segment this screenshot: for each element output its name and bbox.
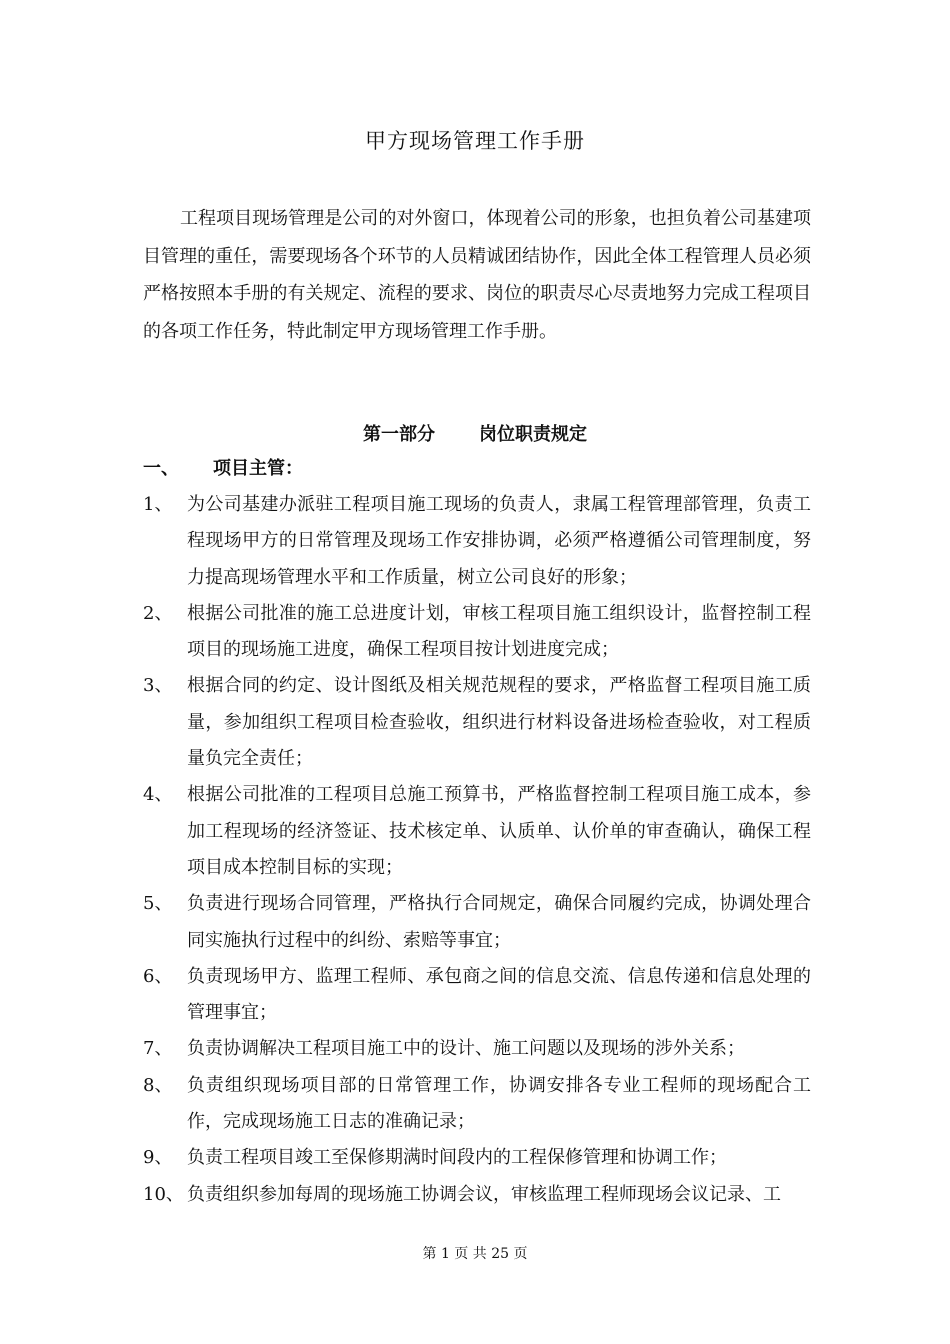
duty-number: 2、	[143, 602, 173, 624]
duty-text: 负责进行现场合同管理，严格执行合同规定，确保合同履约完成，协调处理合同实施执行过程中的纠纷、索赔等事宜；	[187, 893, 811, 951]
duty-item-4	[143, 777, 811, 886]
part-heading	[0, 420, 950, 450]
duty-text: 根据公司批准的施工总进度计划，审核工程项目施工组织设计，监督控制工程项目的现场施工进度，确保工程项目按计划进度完成；	[187, 602, 811, 661]
duty-text: 负责协调解决工程项目施工中的设计、施工问题以及现场的涉外关系；	[187, 1038, 745, 1060]
duty-text: 负责组织参加每周的现场施工协调会议，审核监理工程师现场会议记录、工	[187, 1183, 781, 1205]
duty-number: 7、	[143, 1038, 173, 1060]
duty-item-1	[143, 487, 811, 596]
duty-text: 为公司基建办派驻工程项目施工现场的负责人，隶属工程管理部管理，负责工程现场甲方的日常管理及现场工作安排协调，必须严格遵循公司管理制度，努力提高现场管理水平和工作质量，树立公司良好的形象；	[187, 494, 811, 588]
duty-list	[143, 487, 811, 1213]
duty-number: 4、	[143, 784, 173, 806]
section-heading	[143, 454, 303, 484]
duty-number: 8、	[143, 1074, 173, 1096]
duty-item-3	[143, 668, 811, 777]
duty-number: 1、	[143, 494, 173, 515]
duty-text: 根据公司批准的工程项目总施工预算书，严格监督控制工程项目施工成本，参加工程现场的经济签证、技术核定单、认质单、认价单的审查确认，确保工程项目成本控制目标的实现；	[187, 784, 811, 878]
duty-text: 根据合同的约定、设计图纸及相关规范规程的要求，严格监督工程项目施工质量，参加组织工程项目检查验收，组织进行材料设备进场检查验收，对工程质量负完全责任；	[187, 675, 811, 770]
duty-item-6	[143, 959, 811, 1032]
duty-text: 负责工程项目竣工至保修期满时间段内的工程保修管理和协调工作；	[187, 1147, 727, 1169]
part-name: 岗位职责规定	[479, 424, 587, 445]
duty-number: 5、	[143, 893, 173, 915]
section-title: 项目主管：	[213, 458, 303, 479]
duty-item-9	[143, 1140, 811, 1176]
duty-number: 3、	[143, 675, 173, 697]
duty-item-7	[143, 1031, 811, 1067]
duty-number: 9、	[143, 1147, 173, 1169]
duty-text: 负责组织现场项目部的日常管理工作，协调安排各专业工程师的现场配合工作，完成现场施工日志的准确记录；	[187, 1074, 811, 1133]
duty-number: 10、	[143, 1183, 184, 1205]
duty-item-5	[143, 886, 811, 959]
page-footer: 第 1 页 共 25 页	[422, 1246, 528, 1262]
part-number: 第一部分	[363, 424, 435, 445]
duty-item-10	[143, 1177, 811, 1213]
section-number: 一、	[143, 458, 179, 479]
document-title: 甲方现场管理工作手册	[365, 129, 585, 153]
duty-item-2	[143, 596, 811, 669]
duty-text: 负责现场甲方、监理工程师、承包商之间的信息交流、信息传递和信息处理的管理事宜；	[187, 965, 811, 1024]
intro-paragraph: 工程项目现场管理是公司的对外窗口，体现着公司的形象，也担负着公司基建项目管理的重任，需要现场各个环节的人员精诚团结协作，因此全体工程管理人员必须严格按照本手册的有关规定、流程的要求、岗位的职责尽心尽责地努力完成工程项目的各项工作任务，特此制定甲方现场管理工作手册。	[143, 208, 811, 342]
duty-number: 6、	[143, 965, 173, 987]
duty-item-8	[143, 1068, 811, 1141]
